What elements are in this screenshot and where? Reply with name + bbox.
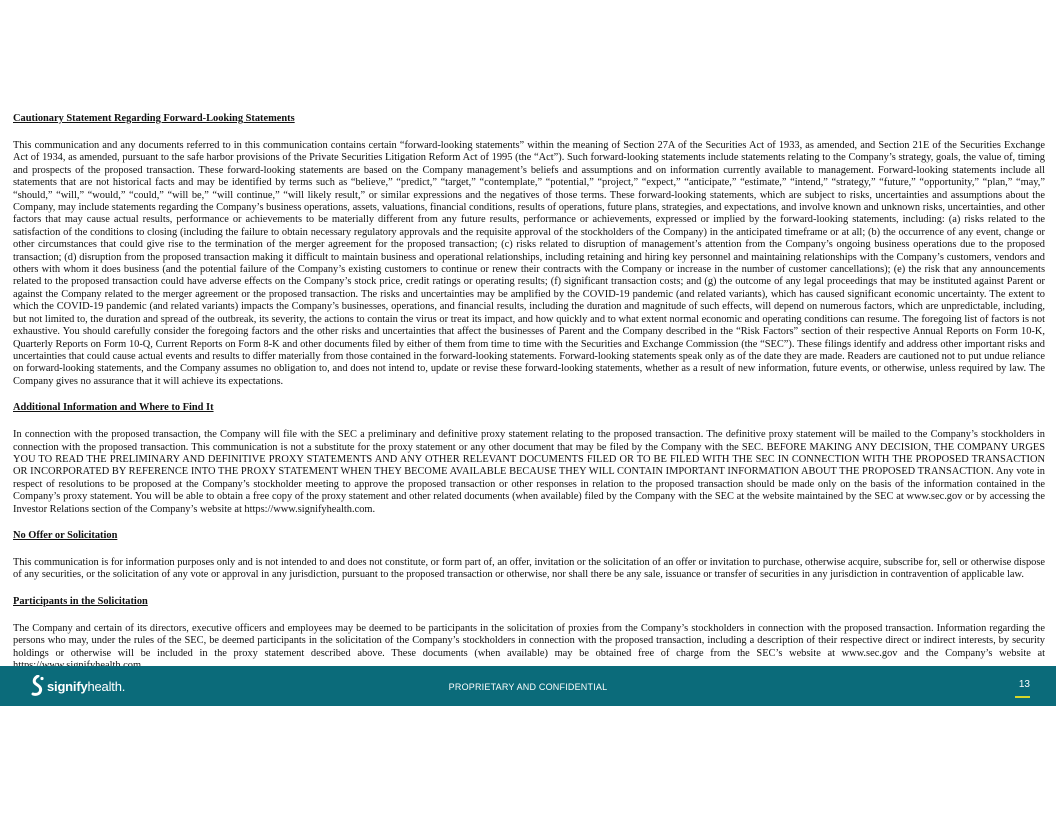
confidential-label: PROPRIETARY AND CONFIDENTIAL [448,682,608,692]
section-heading: Cautionary Statement Regarding Forward-Looking Statements [13,113,295,124]
logo-text-rest: health. [87,678,126,694]
section-heading: Additional Information and Where to Find It [13,402,214,414]
section-heading: No Offer or Solicitation [13,529,118,541]
document-body [13,113,1045,686]
page-number-underline [1015,696,1030,698]
section-paragraph: This communication and any documents referred to in this communication contains certain “forward-looking statements” within the meaning of Section 27A of the Securities Act of 1933, as amended, and Section 21E of the Securities Exchange Act of 1934, as amended, pursuant to the safe harbor provisions of the Private Securities Litigation Reform Act of 1995 (the “Act”). Such forward-looking statements include statements relating to the Company’s strategy, goals, the value of, timing and prospects of the proposed transaction. These forward-looking statements are based on the Company management’s beliefs and assumptions and on information currently available to management. Forward-looking statements include all statements that are not historical facts and may be identified by terms such as “believe,” “predict,” “target,” “contemplate,” “potential,” “project,” “expect,” “anticipate,” “estimate,” “intend,” “strategy,” “future,” “opportunity,” “plan,” “may,” “should,” “will,” “would,” “could,” “will be,” “will continue,” “will likely result,” or similar expressions and the negatives of those terms. These forward-looking statements, which are subject to risks, uncertainties and assumptions about the Company, may include statements regarding the Company’s business operations, assets, valuations, financial conditions, results of operations, future plans, strategies, and expectations, and involve known and unknown risks, uncertainties, and other factors that may cause actual results, performance or achievements to be materially different from any future results, performance or achievements, expressed or implied by the forward-looking statements, including: (a) risks related to the satisfaction of the conditions to closing (including the failure to obtain necessary regulatory approvals and the requisite approval of the stockholders of the Company) in the anticipated timeframe or at all; (b) the occurrence of any event, change or other circumstances that could give rise to the termination of the merger agreement for the proposed transaction; (c) risks related to disruption of management’s attention from the Company’s ongoing business operations due to the proposed transaction; (d) disruption from the proposed transaction making it difficult to maintain business and operational relationships, including retaining and hiring key personnel and maintaining relationships with the Company’s customers, vendors and others with whom it does business (and the potential failure of the Company’s existing customers to continue or renew their contracts with the Company or increase in the number of customer cancellations); (e) the risk that any announcements related to the proposed transaction could have adverse effects on the Company’s stock price, credit ratings or operating results; (f) significant transaction costs; and (g) the outcome of any legal proceedings that may be instituted against Parent or against the Company related to the merger agreement or the proposed transaction. The risks and uncertainties may be amplified by the COVID-19 pandemic (and related variants), which has caused significant economic uncertainty. The extent to which the COVID-19 pandemic (and related variants) impacts the Company’s businesses, operations, and financial results, including the duration and magnitude of such effects, will depend on numerous factors, which are unpredictable, including, but not limited to, the duration and spread of the outbreak, its severity, the actions to contain the virus or treat its impact, and how quickly and to what extent normal economic and operating conditions can resume. The foregoing list of factors is not exhaustive. You should carefully consider the foregoing factors and the other risks and uncertainties that affect the businesses of Parent and the Company described in the “Risk Factors” section of their respective Annual Reports on Form 10-K, Quarterly Reports on Form 10-Q, Current Reports on Form 8-K and other documents filed by either of them from time to time with the Securities and Exchange Commission (the “SEC”). These filings identify and address other important risks and uncertainties that could cause actual events and results to differ materially from those contained in the forward-looking statements. Forward-looking statements speak only as of the date they are made. Readers are cautioned not to put undue reliance on forward-looking statements, and the Company assumes no obligation to, and does not intend to, update or revise these forward-looking statements, whether as a result of new information, future events, or otherwise, unless required by law. The Company gives no assurance that it will achieve its expectations. [13,140,1045,387]
footer-bar [0,666,1056,706]
section-paragraph: In connection with the proposed transaction, the Company will file with the SEC a preliminary and definitive proxy statement relating to the proposed transaction. The definitive proxy statement will be mailed to the Company’s stockholders in connection with the proposed transaction. This communication is not a substitute for the proxy statement or any other document that may be filed by the Company with the SEC. BEFORE MAKING ANY DECISION, THE COMPANY URGES YOU TO READ THE PRELIMINARY AND DEFINITIVE PROXY STATEMENTS AND ANY OTHER RELEVANT DOCUMENTS FILED OR TO BE FILED WITH THE SEC IN CONNECTION WITH THE PROPOSED TRANSACTION OR INCORPORATED BY REFERENCE INTO THE PROXY STATEMENT WHEN THEY BECOME AVAILABLE BECAUSE THEY WILL CONTAIN IMPORTANT INFORMATION ABOUT THE PROPOSED TRANSACTION. Any vote in respect of resolutions to be proposed at the Company’s stockholder meeting to approve the proposed transaction or other responses in relation to the proposed transaction should be made only on the basis of the information contained in the Company’s proxy statement. You will be able to obtain a free copy of the proxy statement and other related documents (when available) filed by the Company with the SEC at the website maintained by the SEC at www.sec.gov or by accessing the Investor Relations section of the Company’s website at https://www.signifyhealth.com. [13,429,1045,515]
section-forward-looking [13,113,1045,388]
logo-text-bold: signify [47,678,88,694]
section-heading: Participants in the Solicitation [13,595,148,607]
page-number: 13 [1018,679,1030,690]
section-participants [13,596,1045,673]
section-no-offer [13,530,1045,582]
section-paragraph: This communication is for information purposes only and is not intended to and does not constitute, or form part of, an offer, invitation or the solicitation of an offer or invitation to purchase, otherwise acquire, subscribe for, sell or otherwise dispose of any securities, or the solicitation of any vote or approval in any jurisdiction, pursuant to the proposed transaction or otherwise, nor shall there be any sale, issuance or transfer of securities in any jurisdiction in contravention of applicable law. [13,556,1045,581]
section-additional-information [13,402,1045,516]
section-paragraph: The Company and certain of its directors, executive officers and employees may be deemed to be participants in the solicitation of proxies from the Company’s stockholders in connection with the proposed transaction. Information regarding the persons who may, under the rules of the SEC, be deemed participants in the solicitation of the Company’s stockholders in connection with the proposed transaction, including a description of their respective direct or indirect interests, by security holdings or otherwise will be included in the proxy statement described above. These documents (when available) may be obtained free of charge from the SEC’s website at www.sec.gov and the Company’s website at [13,622,1045,659]
